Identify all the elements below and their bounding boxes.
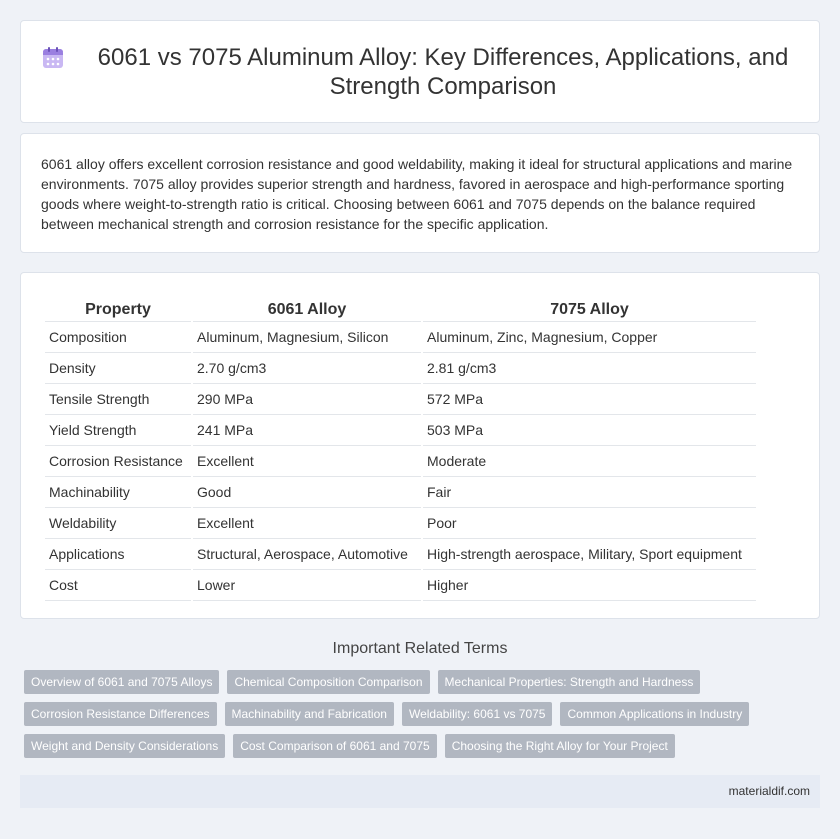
table-row [45,446,756,477]
table-cell: High-strength aerospace, Military, Sport equipment [423,539,756,570]
related-term-tag[interactable]: Overview of 6061 and 7075 Alloys [24,670,219,694]
column-header-property: Property [45,295,191,322]
table-cell: Moderate [423,446,756,477]
table-cell: Aluminum, Zinc, Magnesium, Copper [423,322,756,353]
intro-paragraph: 6061 alloy offers excellent corrosion resistance and good weldability, making it ideal for structural applications and marine environments. 7075 alloy provides superior strength and hardness, favored in aerospace and high-performance sporting goods where weight-to-strength ratio is critical. Choosing between 6061 and 7075 depends on the balance required between mechanical strength and corrosion resistance for the specific application. [41,156,793,232]
related-term-tag[interactable]: Choosing the Right Alloy for Your Project [445,734,675,758]
table-row [45,570,756,601]
table-cell: Excellent [193,508,421,539]
table-row [45,353,756,384]
table-cell: Weldability [45,508,191,539]
table-cell: Higher [423,570,756,601]
table-cell: 572 MPa [423,384,756,415]
table-cell: Fair [423,477,756,508]
table-row [45,322,756,353]
table-cell: 2.70 g/cm3 [193,353,421,384]
related-term-tag[interactable]: Mechanical Properties: Strength and Hardness [438,670,701,694]
table-cell: 241 MPa [193,415,421,446]
related-terms-tags [20,670,820,758]
intro-card [20,133,820,253]
table-cell: Machinability [45,477,191,508]
column-header-7075: 7075 Alloy [423,295,756,322]
related-term-tag[interactable]: Weldability: 6061 vs 7075 [402,702,553,726]
table-row [45,539,756,570]
title-wrapper [40,43,800,101]
table-cell: Tensile Strength [45,384,191,415]
comparison-table [43,295,758,601]
table-row [45,508,756,539]
table-cell: Density [45,353,191,384]
title-card [20,20,820,123]
tag-row [24,702,820,726]
related-term-tag[interactable]: Common Applications in Industry [560,702,749,726]
related-term-tag[interactable]: Machinability and Fabrication [225,702,394,726]
table-cell: Applications [45,539,191,570]
table-row [45,477,756,508]
table-cell: Cost [45,570,191,601]
table-row [45,415,756,446]
page-title: 6061 vs 7075 Aluminum Alloy: Key Differences, Applications, and Strength Comparison [97,43,789,100]
related-terms-title: Important Related Terms [332,640,508,657]
table-cell: 503 MPa [423,415,756,446]
comparison-table-card [20,272,820,619]
table-cell: Good [193,477,421,508]
calendar-icon [40,45,66,71]
table-cell: Structural, Aerospace, Automotive [193,539,421,570]
tag-row [24,670,820,694]
table-cell: Aluminum, Magnesium, Silicon [193,322,421,353]
table-header-row [45,295,756,322]
related-term-tag[interactable]: Chemical Composition Comparison [227,670,429,694]
footer-site-link[interactable]: materialdif.com [728,784,810,798]
related-term-tag[interactable]: Weight and Density Considerations [24,734,225,758]
related-term-tag[interactable]: Cost Comparison of 6061 and 7075 [233,734,436,758]
footer [20,775,820,808]
table-cell: Lower [193,570,421,601]
table-cell: 2.81 g/cm3 [423,353,756,384]
related-term-tag[interactable]: Corrosion Resistance Differences [24,702,217,726]
table-cell: 290 MPa [193,384,421,415]
table-row [45,384,756,415]
table-cell: Corrosion Resistance [45,446,191,477]
table-cell: Composition [45,322,191,353]
table-cell: Poor [423,508,756,539]
tag-row [24,734,820,758]
column-header-6061: 6061 Alloy [193,295,421,322]
table-cell: Yield Strength [45,415,191,446]
table-cell: Excellent [193,446,421,477]
related-terms-section [20,640,820,766]
